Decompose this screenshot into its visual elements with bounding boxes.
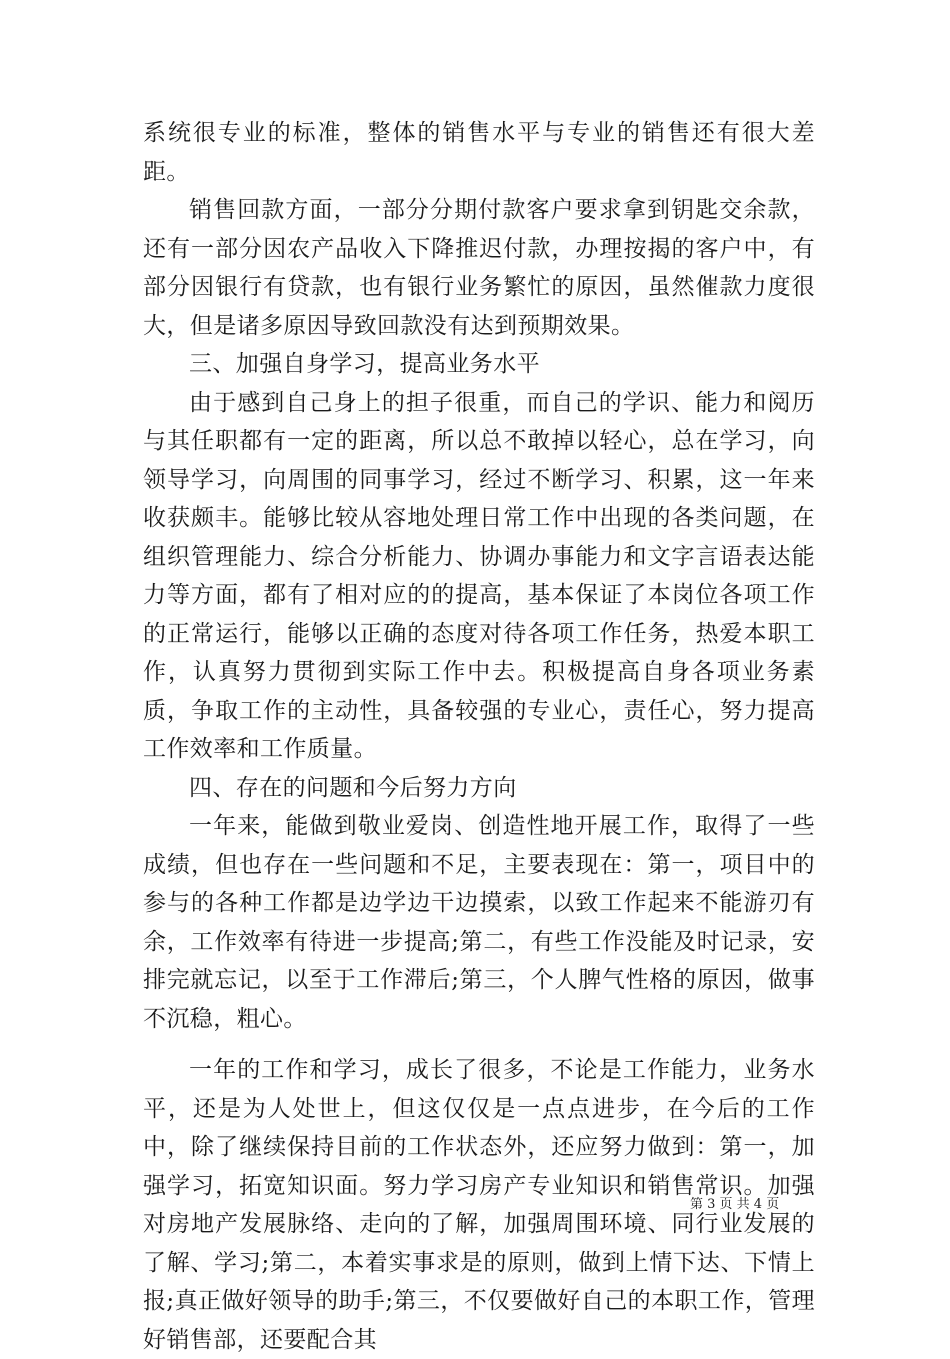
document-body xyxy=(143,114,815,1359)
paragraph-7: 一年的工作和学习，成长了很多，不论是工作能力，业务水平，还是为人处世上，但这仅仅是一点点进步，在今后的工作中，除了继续保持目前的工作状态外，还应努力做到：第一，加强学习，拓宽知识面。努力学习房产专业知识和销售常识。加强对房地产发展脉络、走向的了解，加强周围环境、同行业发展的了解、学习;第二，本着实事求是的原则，做到上情下达、下情上报;真正做好领导的助手;第三，不仅要做好自己的本职工作，管理好销售部，还要配合其 xyxy=(143,1057,815,1353)
section-heading-3: 三、加强自身学习，提高业务水平 xyxy=(189,351,540,377)
paragraph-4: 由于感到自己身上的担子很重，而自己的学识、能力和阅历与其任职都有一定的距离，所以总不敢掉以轻心，总在学习，向领导学习，向周围的同事学习，经过不断学习、积累，这一年来收获颇丰。能够比较从容地处理日常工作中出现的各类问题，在组织管理能力、综合分析能力、协调办事能力和文字言语表达能力等方面，都有了相对应的的提高，基本保证了本岗位各项工作的正常运行，能够以正确的态度对待各项工作任务，热爱本职工作，认真努力贯彻到实际工作中去。积极提高自身各项业务素质，争取工作的主动性，具备较强的专业心，责任心，努力提高工作效率和工作质量。 xyxy=(143,389,815,762)
paragraph-1: 系统很专业的标准，整体的销售水平与专业的销售还有很大差距。 xyxy=(143,120,815,185)
section-heading-4: 四、存在的问题和今后努力方向 xyxy=(189,774,517,801)
page-number-footer: 第 3 页 共 4 页 xyxy=(690,1197,780,1212)
paragraph-6: 一年来，能做到敬业爱岗、创造性地开展工作，取得了一些成绩，但也存在一些问题和不足，主要表现在：第一，项目中的参与的各种工作都是边学边干边摸索，以致工作起来不能游刃有余，工作效率有待进一步提高;第二，有些工作没能及时记录，安排完就忘记，以至于工作滞后;第三，个人脾气性格的原因，做事不沉稳，粗心。 xyxy=(143,813,815,1032)
paragraph-2: 销售回款方面，一部分分期付款客户要求拿到钥匙交余款，还有一部分因农产品收入下降推迟付款，办理按揭的客户中，有部分因银行有贷款，也有银行业务繁忙的原因，虽然催款力度很大，但是诸多原因导致回款没有达到预期效果。 xyxy=(143,197,815,339)
